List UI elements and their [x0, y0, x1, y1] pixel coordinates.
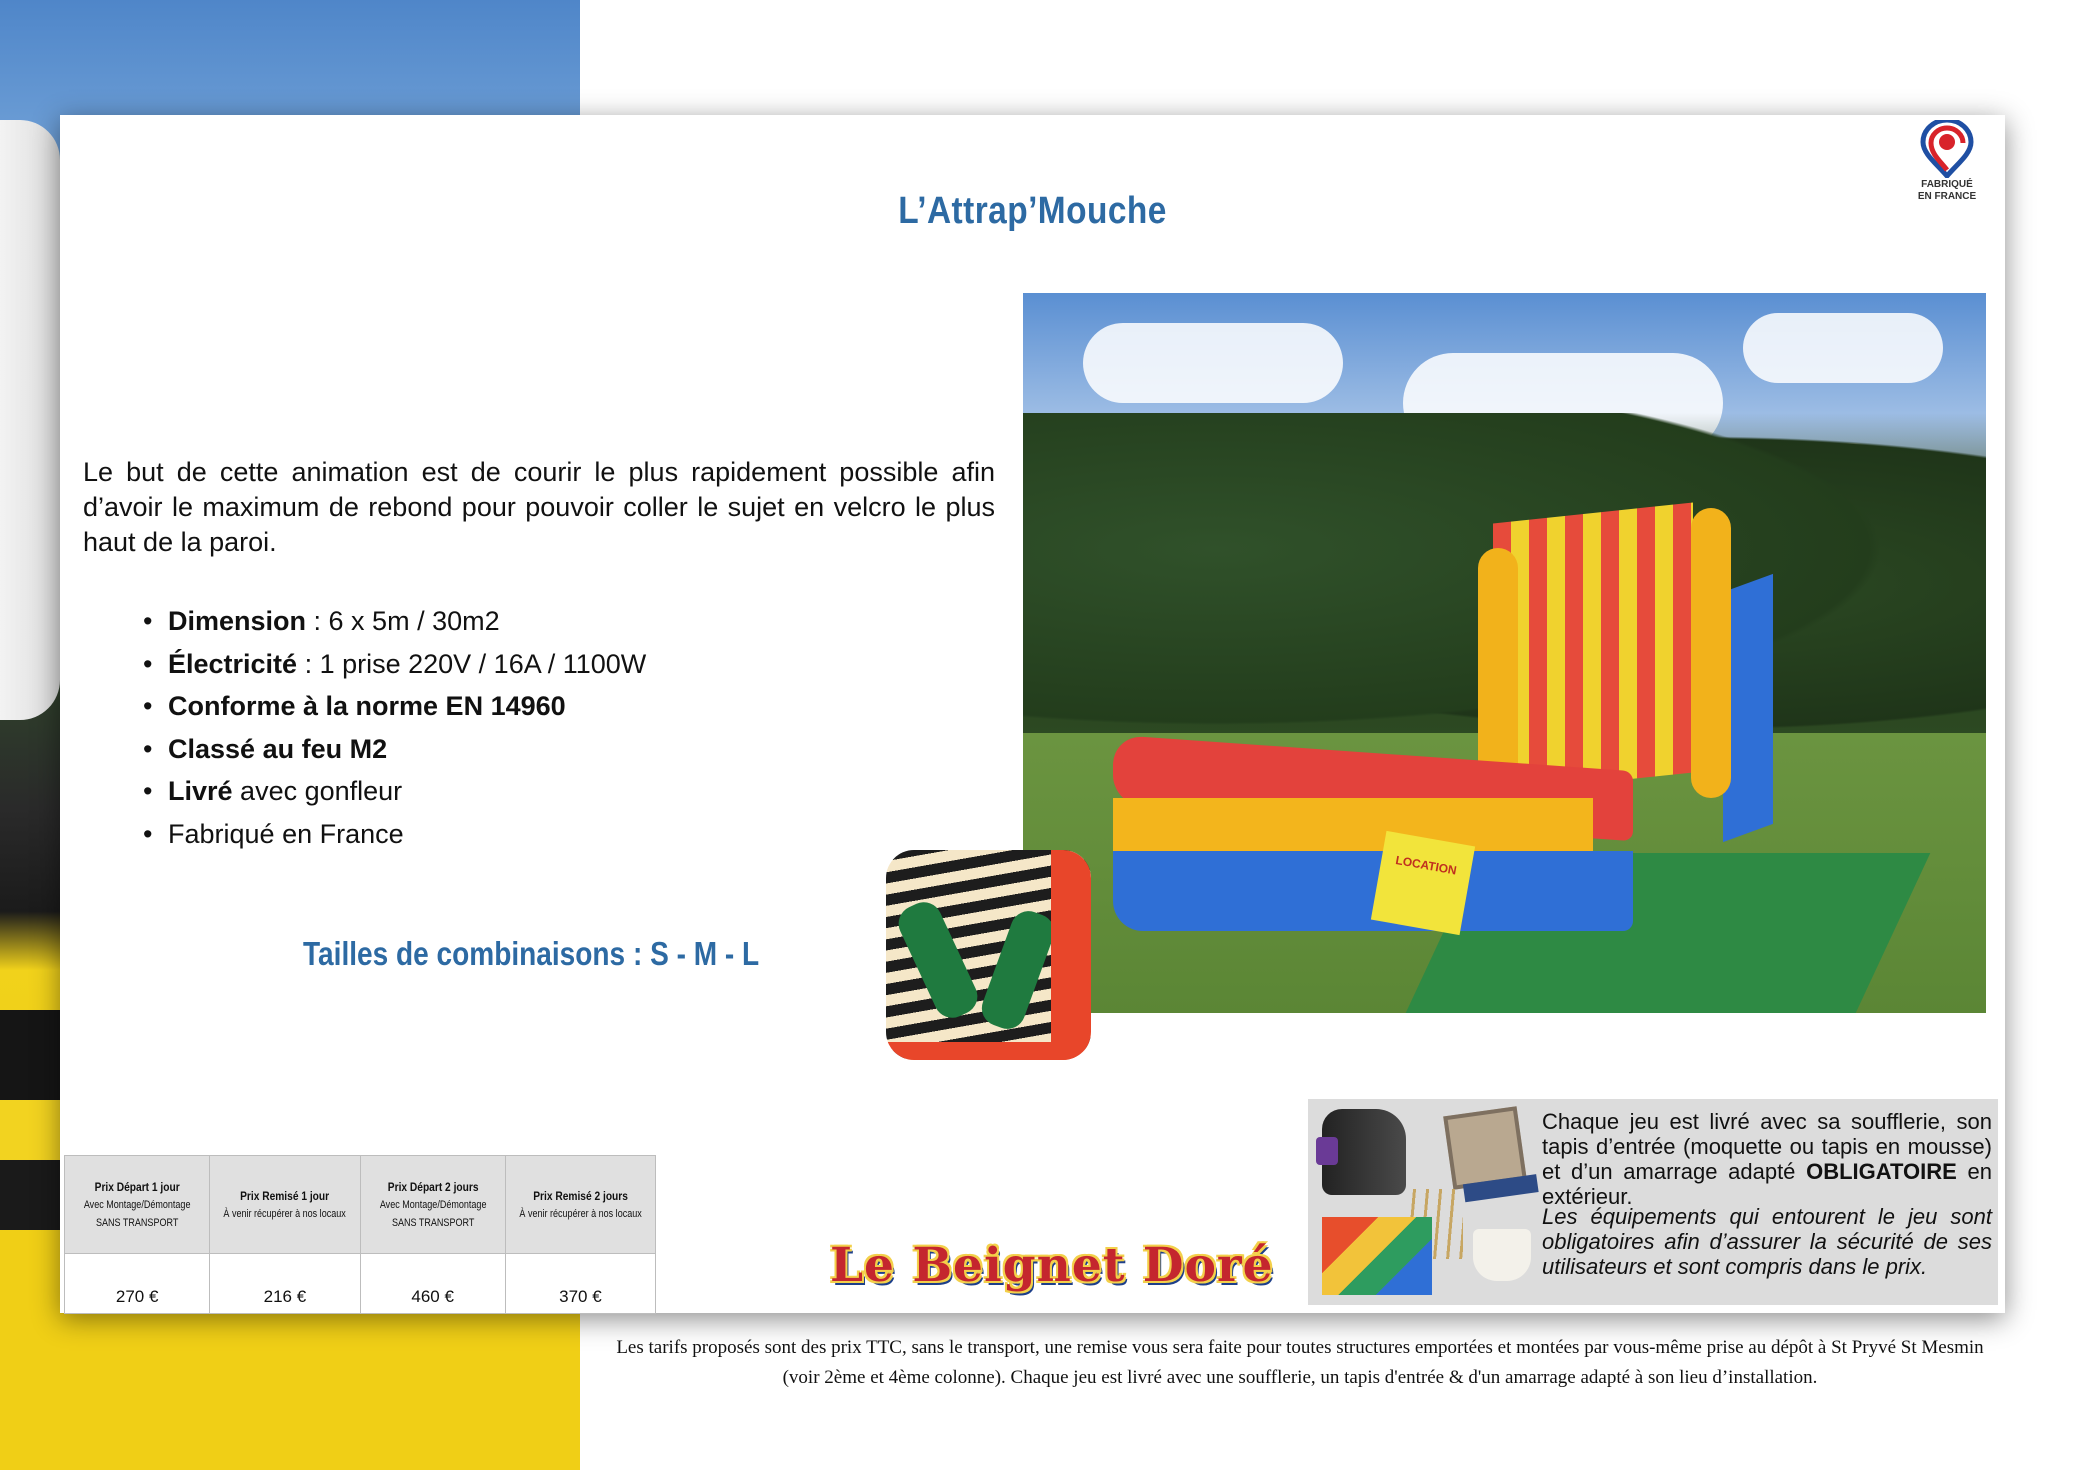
carpet-box-image	[1443, 1106, 1527, 1190]
price-cell: 216 €	[210, 1254, 360, 1314]
feature-item: • Conforme à la norme EN 14960	[143, 685, 646, 728]
price-cell: 460 €	[360, 1254, 505, 1314]
equipment-box	[1308, 1099, 1998, 1305]
brand-logo: Le Beignet Doré	[830, 1238, 1274, 1293]
suit-sizes: Tailles de combinaisons : S - M - L	[303, 935, 760, 972]
background-person	[0, 120, 60, 720]
product-sheet	[60, 115, 2005, 1313]
price-cell: 270 €	[65, 1254, 210, 1314]
price-header: Prix Remisé 2 jours À venir récupérer à nos locaux	[505, 1156, 655, 1254]
feature-item: • Dimension : 6 x 5m / 30m2	[143, 600, 646, 643]
made-in-france-line1: FABRIQUÉ	[1921, 179, 1973, 190]
price-header: Prix Départ 1 jour Avec Montage/Démontage SANS TRANSPORT	[65, 1156, 210, 1254]
equipment-text: Chaque jeu est livré avec sa soufflerie, son tapis d’entrée (moquette ou tapis en mousse) et d’un amarrage adapté OBLIGATOIRE en extérieur.	[1542, 1109, 1992, 1209]
price-header: Prix Départ 2 jours Avec Montage/Démontage SANS TRANSPORT	[360, 1156, 505, 1254]
price-cell: 370 €	[505, 1254, 655, 1314]
price-table	[64, 1155, 656, 1314]
feature-list	[143, 600, 646, 855]
equipment-safety-note: Les équipements qui entourent le jeu sont obligatoires afin d’assurer la sécurité de ses utilisateurs et sont compris dans le prix.	[1542, 1204, 1992, 1279]
product-photo	[1023, 293, 1986, 1013]
blower-image	[1322, 1109, 1406, 1195]
foam-mat-image	[1322, 1217, 1432, 1295]
feature-item: • Classé au feu M2	[143, 728, 646, 771]
made-in-france-line2: EN FRANCE	[1917, 191, 1977, 202]
feature-item: • Électricité : 1 prise 220V / 16A / 1100W	[143, 643, 646, 686]
pricing-footnote: Les tarifs proposés sont des prix TTC, sans le transport, une remise vous sera faite pour toutes structures emportées et montées par vous-même prise au dépôt à St Pryvé St Mesmin (voir 2ème et 4ème colonne). Chaque jeu est livré avec une soufflerie, un tapis d'entrée & d'un amarrage adapté à son lieu d’installation.	[616, 1337, 1984, 1388]
ballast-weight-image	[1473, 1229, 1531, 1281]
feature-item: • Fabriqué en France	[143, 813, 646, 856]
velcro-players-photo	[886, 850, 1091, 1060]
page-title: L’Attrap’Mouche	[898, 190, 1167, 232]
velcro-wall	[1493, 502, 1693, 793]
made-in-france-logo	[1907, 120, 1987, 202]
photo-banner: LOCATION	[1371, 831, 1475, 935]
location-pin-icon	[1917, 120, 1977, 178]
product-description: Le but de cette animation est de courir le plus rapidement possible afin d’avoir le maximum de rebond pour pouvoir coller le sujet en velcro le plus haut de la paroi.	[83, 457, 995, 557]
feature-item: • Livré avec gonfleur	[143, 770, 646, 813]
price-header: Prix Remisé 1 jour À venir récupérer à nos locaux	[210, 1156, 360, 1254]
